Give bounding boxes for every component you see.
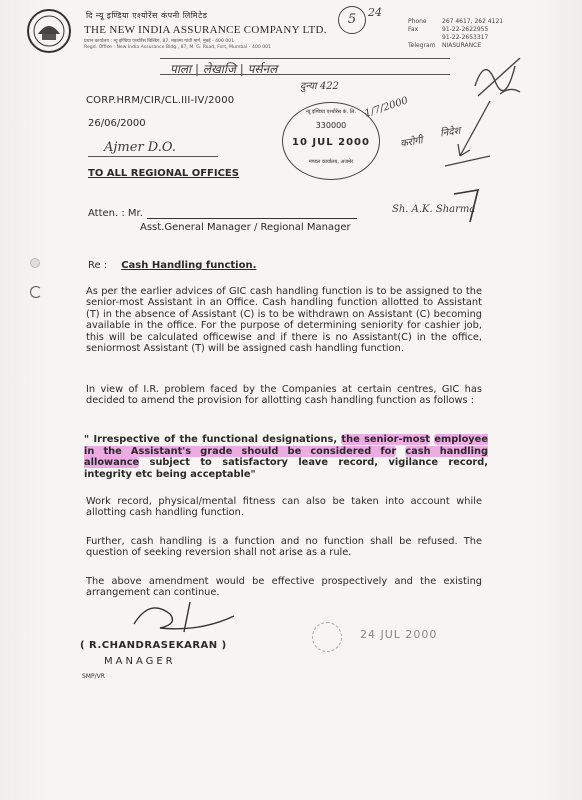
manager-signature [130,594,240,638]
handwritten-arrow [430,96,500,186]
signatory-title: MANAGER [104,656,176,667]
paragraph-4: Further, cash handling is a function and no function shall be refused. The question of seeking reversion shall not arise as a rule. [86,536,482,559]
received-stamp: 24 JUL 2000 [360,628,438,641]
paragraph-2: In view of I.R. problem faced by the Companies at certain centres, GIC has decided to amend the provision for allotting cash handling function as follows : [86,384,482,407]
quote-text: " Irrespective of the functional designations, [84,434,342,445]
faint-stamp-seal [312,622,342,652]
addressee-line: TO ALL REGIONAL OFFICES [88,168,239,179]
attention-role: Asst.General Manager / Regional Manager [140,222,351,233]
rule-line [160,58,450,59]
company-name: THE NEW INDIA ASSURANCE COMPANY LTD. [84,24,327,36]
reference-code: SMP/VR [82,673,105,680]
office-address: Regd. Office : New India Assurance Bldg., 87, M. G. Road, Fort, Mumbai - 400 001 [84,45,271,50]
circled-number: 5 [338,6,366,34]
handwritten-note: करोगी [399,135,424,150]
subject-label: Re : [88,260,108,271]
stamp-bottom-text: मण्डल कार्यालय, अजमेर [308,159,354,165]
handwritten-assignee: Sh. A.K. Sharma [392,204,476,215]
inward-stamp [282,102,380,180]
paragraph-5: The above amendment would be effective prospectively and the existing arrangement can continue. [86,576,482,599]
quote-text: subject to satisfactory leave record, vigilance record, integrity etc being acceptable" [84,457,488,480]
attention-label: Atten. : Mr. [88,208,143,219]
highlighted-text: employee in the Assistant's grade should be considered for [84,434,488,457]
highlighted-text: cash handling allowance [84,445,488,469]
stamp-date: 10 JUL 2000 [292,137,370,148]
handwritten-ajmer: Ajmer D.O. [104,140,176,155]
paragraph-3: Work record, physical/mental fitness can also be taken into account while allotting cash handling function. [86,496,482,519]
letter-date: 26/06/2000 [88,118,146,129]
subject-line [88,260,256,271]
quoted-provision [84,434,488,480]
company-hindi-name: दि न्यू इण्डिया एश्योरेंस कंपनी लिमिटेड [86,11,208,20]
highlighted-text: the senior-most [341,434,430,445]
handwritten-routing-note: पाला | लेखाजि | पर्सनल [170,62,278,76]
handwritten-tick [450,186,490,226]
attention-line [88,208,357,219]
circular-reference: CORP.HRM/CIR/CL.III-IV/2000 [86,95,235,106]
contact-row: Fax 91-22-2622955 [408,26,489,33]
subject-text: Cash Handling function. [121,260,257,271]
stamp-number: 330000 [315,121,347,130]
stamp-top-text: न्यू इण्डिया एश्योरेंस कं. लि. [306,109,356,115]
handwritten-date-note: 1/7/2000 [363,95,410,120]
signatory-name: ( R.CHANDRASEKARAN ) [80,640,227,651]
contact-row: Telegram NIASURANCE [408,42,482,49]
punch-hole-mark [30,286,42,298]
hindi-address: प्रधान कार्यालय : न्यू इण्डिया एश्योरेंस बिल्डिंग, 87, महात्मा गांधी मार्ग, मुंबई - 400 001 [84,39,235,44]
company-logo [26,8,72,54]
rule-line [88,156,218,157]
paragraph-1: As per the earlier advices of GIC cash handling function is to be assigned to the senior-most Assistant in an Office. Cash handling function allotted to Assistant (T) in the absence of Assistant (C) is to be withdrawn on Assistant (C) becoming available in the office. For the purpose of determining seniority for cashier job, this will be calculated officewise and if there is no Assistant(C) in the office, seniormost Assistant (T) will be assigned cash handling function. [86,286,482,355]
handwritten-sub-note: दुन्या 422 [300,81,339,92]
circle-suffix-note: 24 [368,6,382,19]
rule-line [160,74,450,75]
contact-row: 91-22-2653317 [442,34,489,41]
contact-row: Phone 267 4617, 262 4121 [408,18,504,25]
punch-hole [30,258,40,268]
attention-blank [147,208,357,219]
handwritten-note: निदेश [439,125,462,140]
